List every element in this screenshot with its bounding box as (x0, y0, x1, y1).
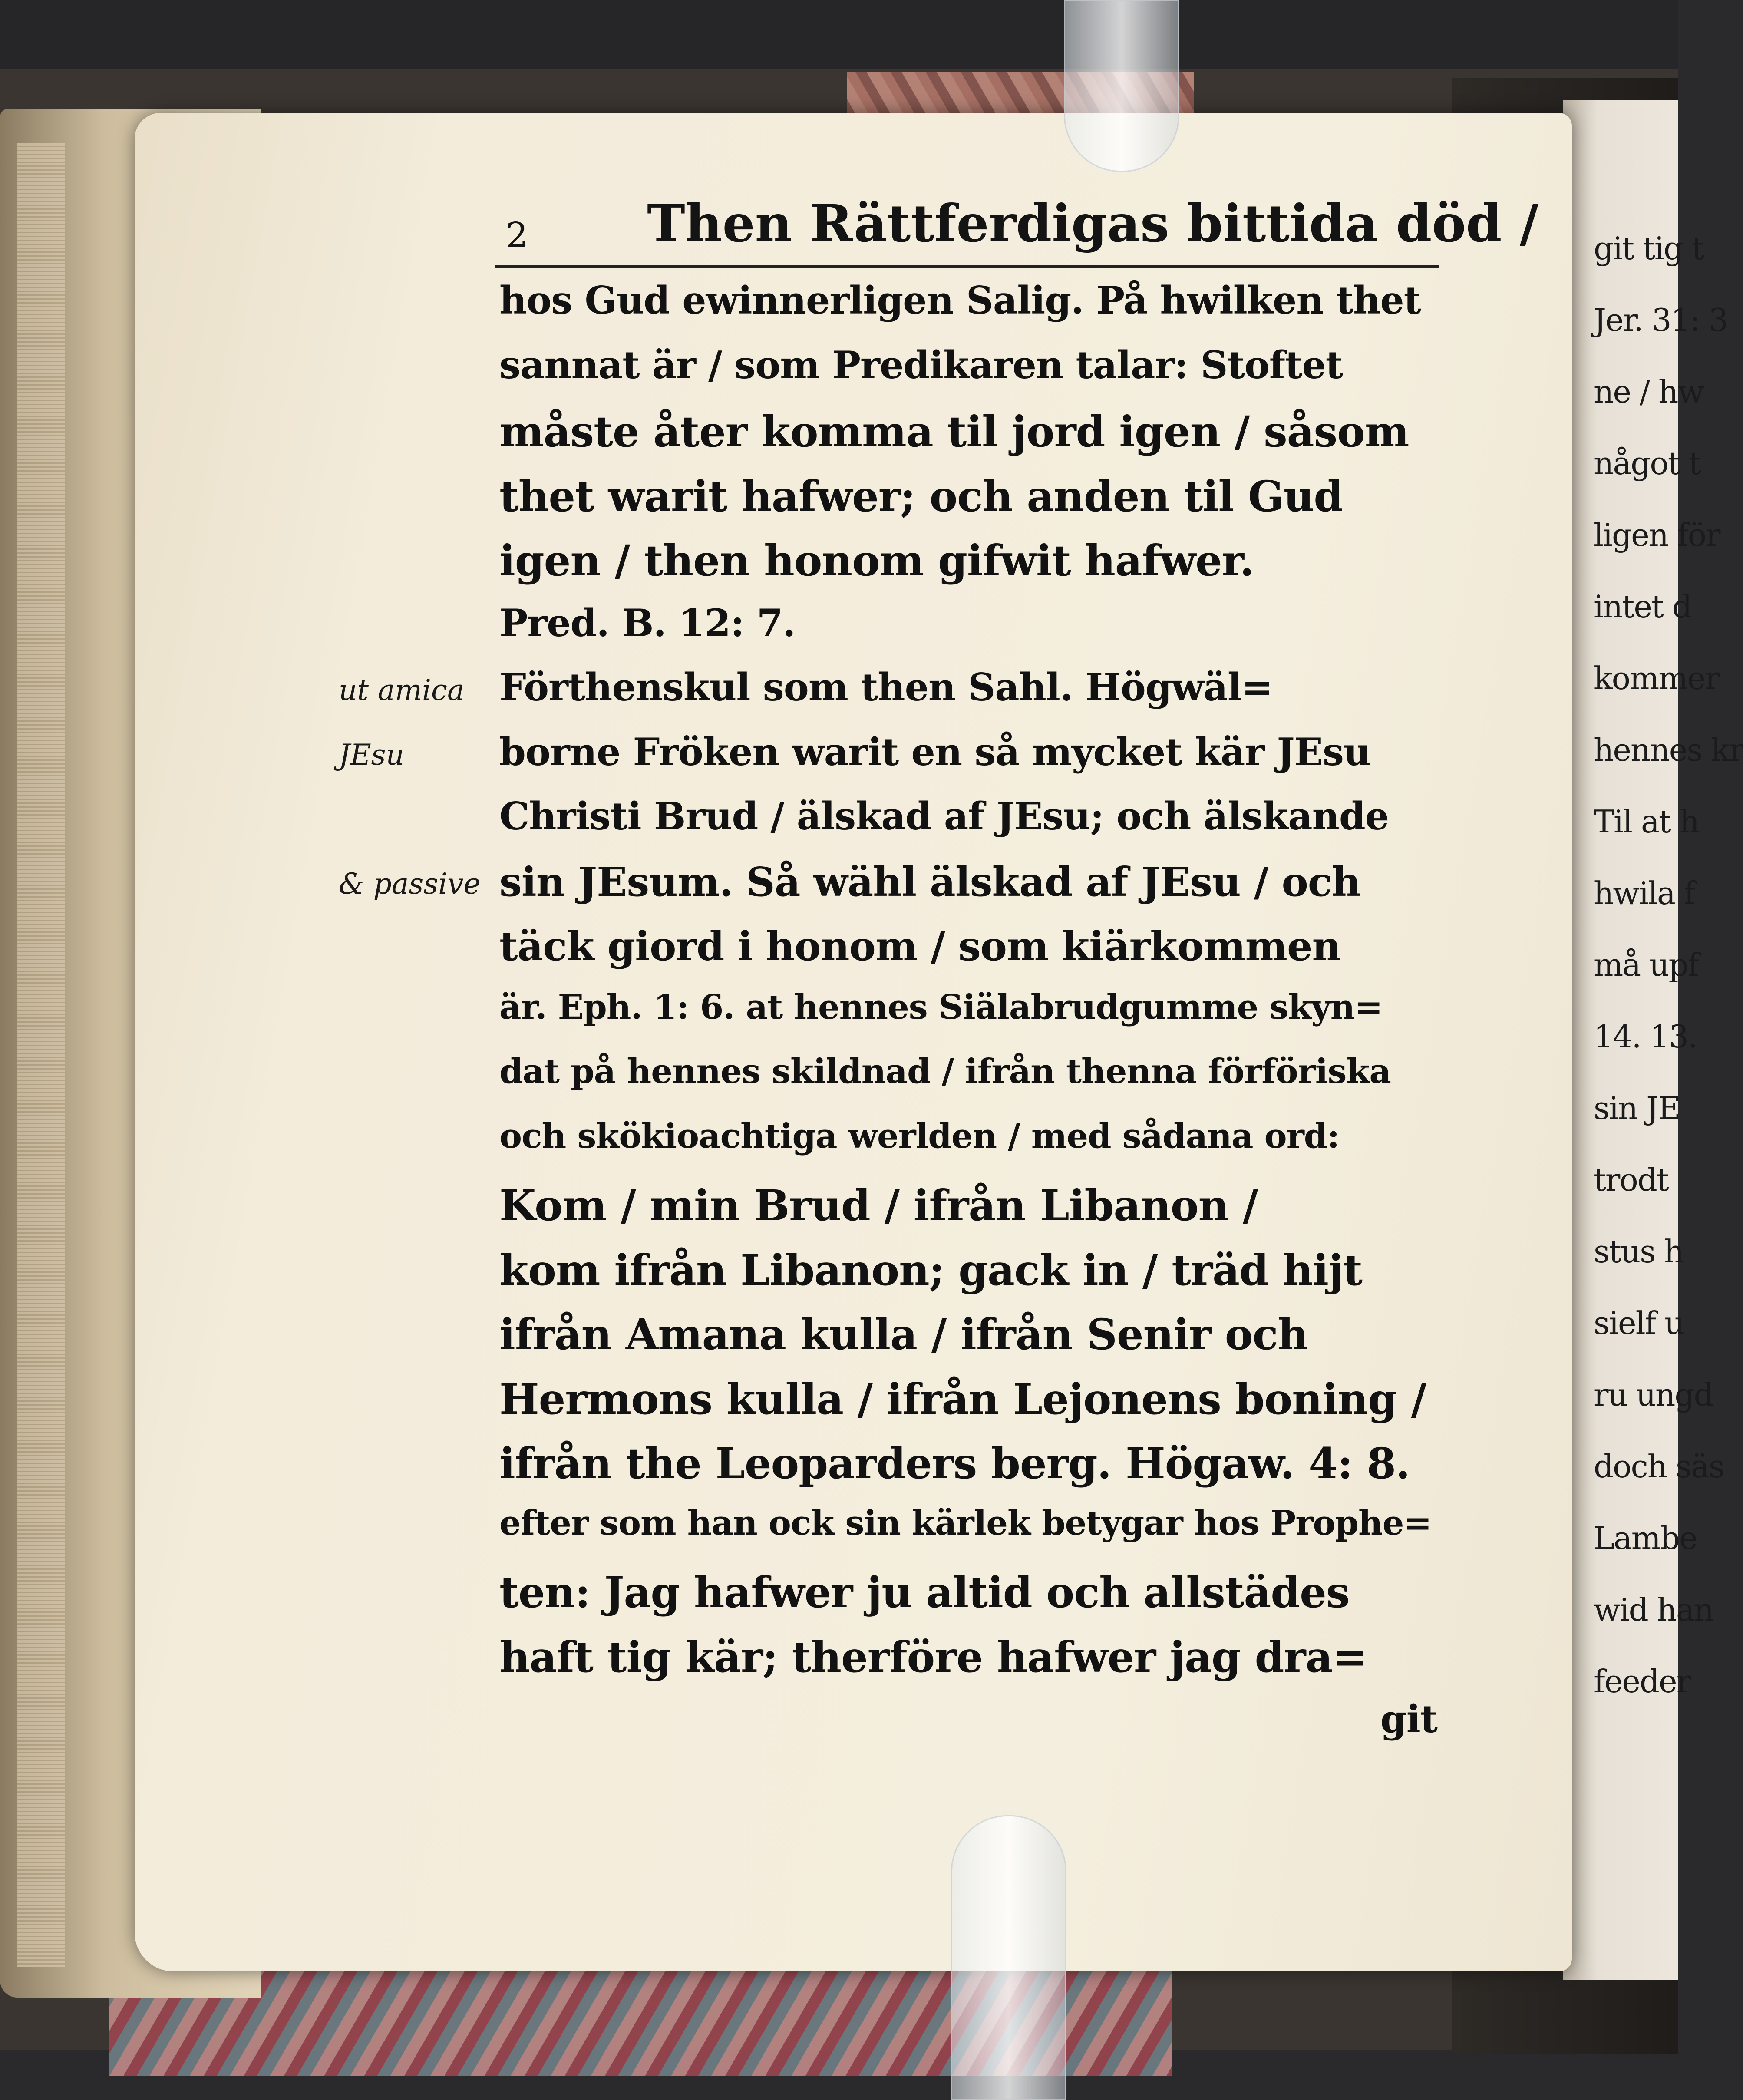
facing-page-line: ru ungd (1594, 1377, 1713, 1413)
facing-page-line: hwila f (1594, 875, 1695, 911)
text-line: haft tig kär; therföre hafwer jag dra= (499, 1632, 1367, 1682)
facing-page-line: stus h (1594, 1233, 1684, 1270)
facing-page-line: Lambe (1594, 1520, 1697, 1556)
header-rule (495, 265, 1439, 268)
facing-page-line: 14. 13. (1594, 1018, 1697, 1055)
book-page (135, 113, 1572, 1971)
facing-page-line: intet d (1594, 588, 1691, 625)
text-line: Pred. B. 12: 7. (499, 600, 796, 645)
margin-note: JEsu (339, 738, 405, 772)
text-line: täck giord i honom / som kiärkommen (499, 923, 1341, 970)
page-clip-bottom (951, 1815, 1066, 2100)
facing-page-line: må upf (1594, 947, 1699, 983)
text-line: måste åter komma til jord igen / såsom (499, 407, 1409, 456)
page-edges (17, 143, 65, 1967)
facing-page-line: kommer (1594, 660, 1719, 697)
facing-page-line: doch säs (1594, 1448, 1724, 1485)
page-number: 2 (506, 215, 528, 255)
text-line: hos Gud ewinnerligen Salig. På hwilken thet (499, 278, 1421, 323)
text-line: borne Fröken warit en så mycket kär JEsu (499, 729, 1371, 774)
facing-page-line: hennes kr (1594, 732, 1743, 768)
text-line: Kom / min Brud / ifrån Libanon / (499, 1181, 1258, 1230)
page-clip-top (1064, 0, 1179, 172)
text-line: thet warit hafwer; och anden til Gud (499, 471, 1343, 521)
facing-page (1563, 100, 1743, 1980)
text-line: igen / then honom gifwit hafwer. (499, 536, 1254, 585)
facing-page-line: wid han (1594, 1592, 1713, 1628)
text-line: är. Eph. 1: 6. at hennes Siälabrudgumme skyn= (499, 987, 1383, 1027)
text-line: Förthenskul som then Sahl. Högwäl= (499, 665, 1273, 710)
text-line: git (1380, 1697, 1437, 1741)
facing-page-line: Jer. 31: 3 (1594, 302, 1728, 338)
running-title: Then Rättferdigas bittida död / (647, 193, 1538, 254)
facing-page-line: sin JE (1594, 1090, 1680, 1126)
facing-page-line: trodt (1594, 1162, 1668, 1198)
text-line: kom ifrån Libanon; gack in / träd hijt (499, 1245, 1362, 1295)
background-top (0, 0, 1678, 78)
facing-page-line: git tig t (1594, 230, 1703, 267)
text-line: sannat är / som Predikaren talar: Stoftet (499, 342, 1343, 387)
facing-page-line: ligen för (1594, 517, 1720, 553)
text-line: dat på hennes skildnad / ifrån thenna förföriska (499, 1052, 1391, 1091)
margin-note: & passive (339, 867, 481, 901)
facing-page-line: ne / hw (1594, 373, 1704, 410)
text-line: och skökioachtiga werlden / med sådana ord: (499, 1116, 1340, 1156)
text-line: ten: Jag hafwer ju altid och allstädes (499, 1568, 1350, 1617)
facing-page-line: Til at h (1594, 803, 1699, 840)
text-line: ifrån Amana kulla / ifrån Senir och (499, 1310, 1308, 1359)
text-line: efter som han ock sin kärlek betygar hos Prophe= (499, 1503, 1432, 1543)
text-line: ifrån the Leoparders berg. Högaw. 4: 8. (499, 1439, 1410, 1488)
text-line: Christi Brud / älskad af JEsu; och älskande (499, 794, 1389, 839)
facing-page-line: något t (1594, 445, 1700, 482)
margin-note: ut amica (339, 674, 465, 707)
text-line: sin JEsum. Så wähl älskad af JEsu / och (499, 858, 1360, 905)
text-line: Hermons kulla / ifrån Lejonens boning / (499, 1374, 1426, 1424)
facing-page-line: sielf u (1594, 1305, 1684, 1341)
facing-page-line: feeder (1594, 1663, 1690, 1700)
